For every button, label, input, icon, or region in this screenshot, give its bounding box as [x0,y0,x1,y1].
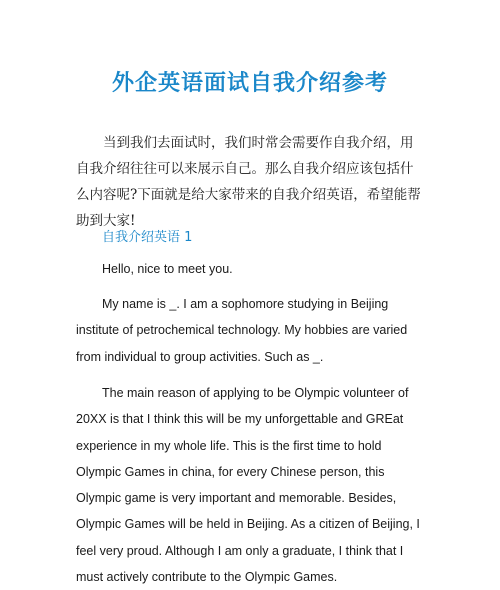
section-heading: 自我介绍英语 1 [102,230,193,245]
intro-paragraph: 当到我们去面试时，我们时常会需要作自我介绍，用自我介绍往往可以来展示自己。那么自我介绍应该包括什么内容呢?下面就是给大家带来的自我介绍英语，希望能帮助到大家! [76,135,421,229]
document-title: 外企英语面试自我介绍参考 [111,71,388,96]
body-paragraph-greeting: Hello, nice to meet you. [102,262,233,276]
body-paragraph-motivation: The main reason of applying to be Olympic volunteer of 20XX is that I think this will be my unforgettable and GREat experience in my whole life. This is the first time to hold Olympic Games in china, for every Chinese person, this Olympic game is very important and memorable. Besides, Olympic Games will be held in Beijing. As a citizen of Beijing, I feel very proud. Although I am only a graduate, I think that I must actively contribute to the Olympic Games. [76,386,420,585]
body-paragraph-introduction: My name is _. I am a sophomore studying in Beijing institute of petrochemical technology. My hobbies are varied from individual to group activities. Such as _. [76,297,408,364]
